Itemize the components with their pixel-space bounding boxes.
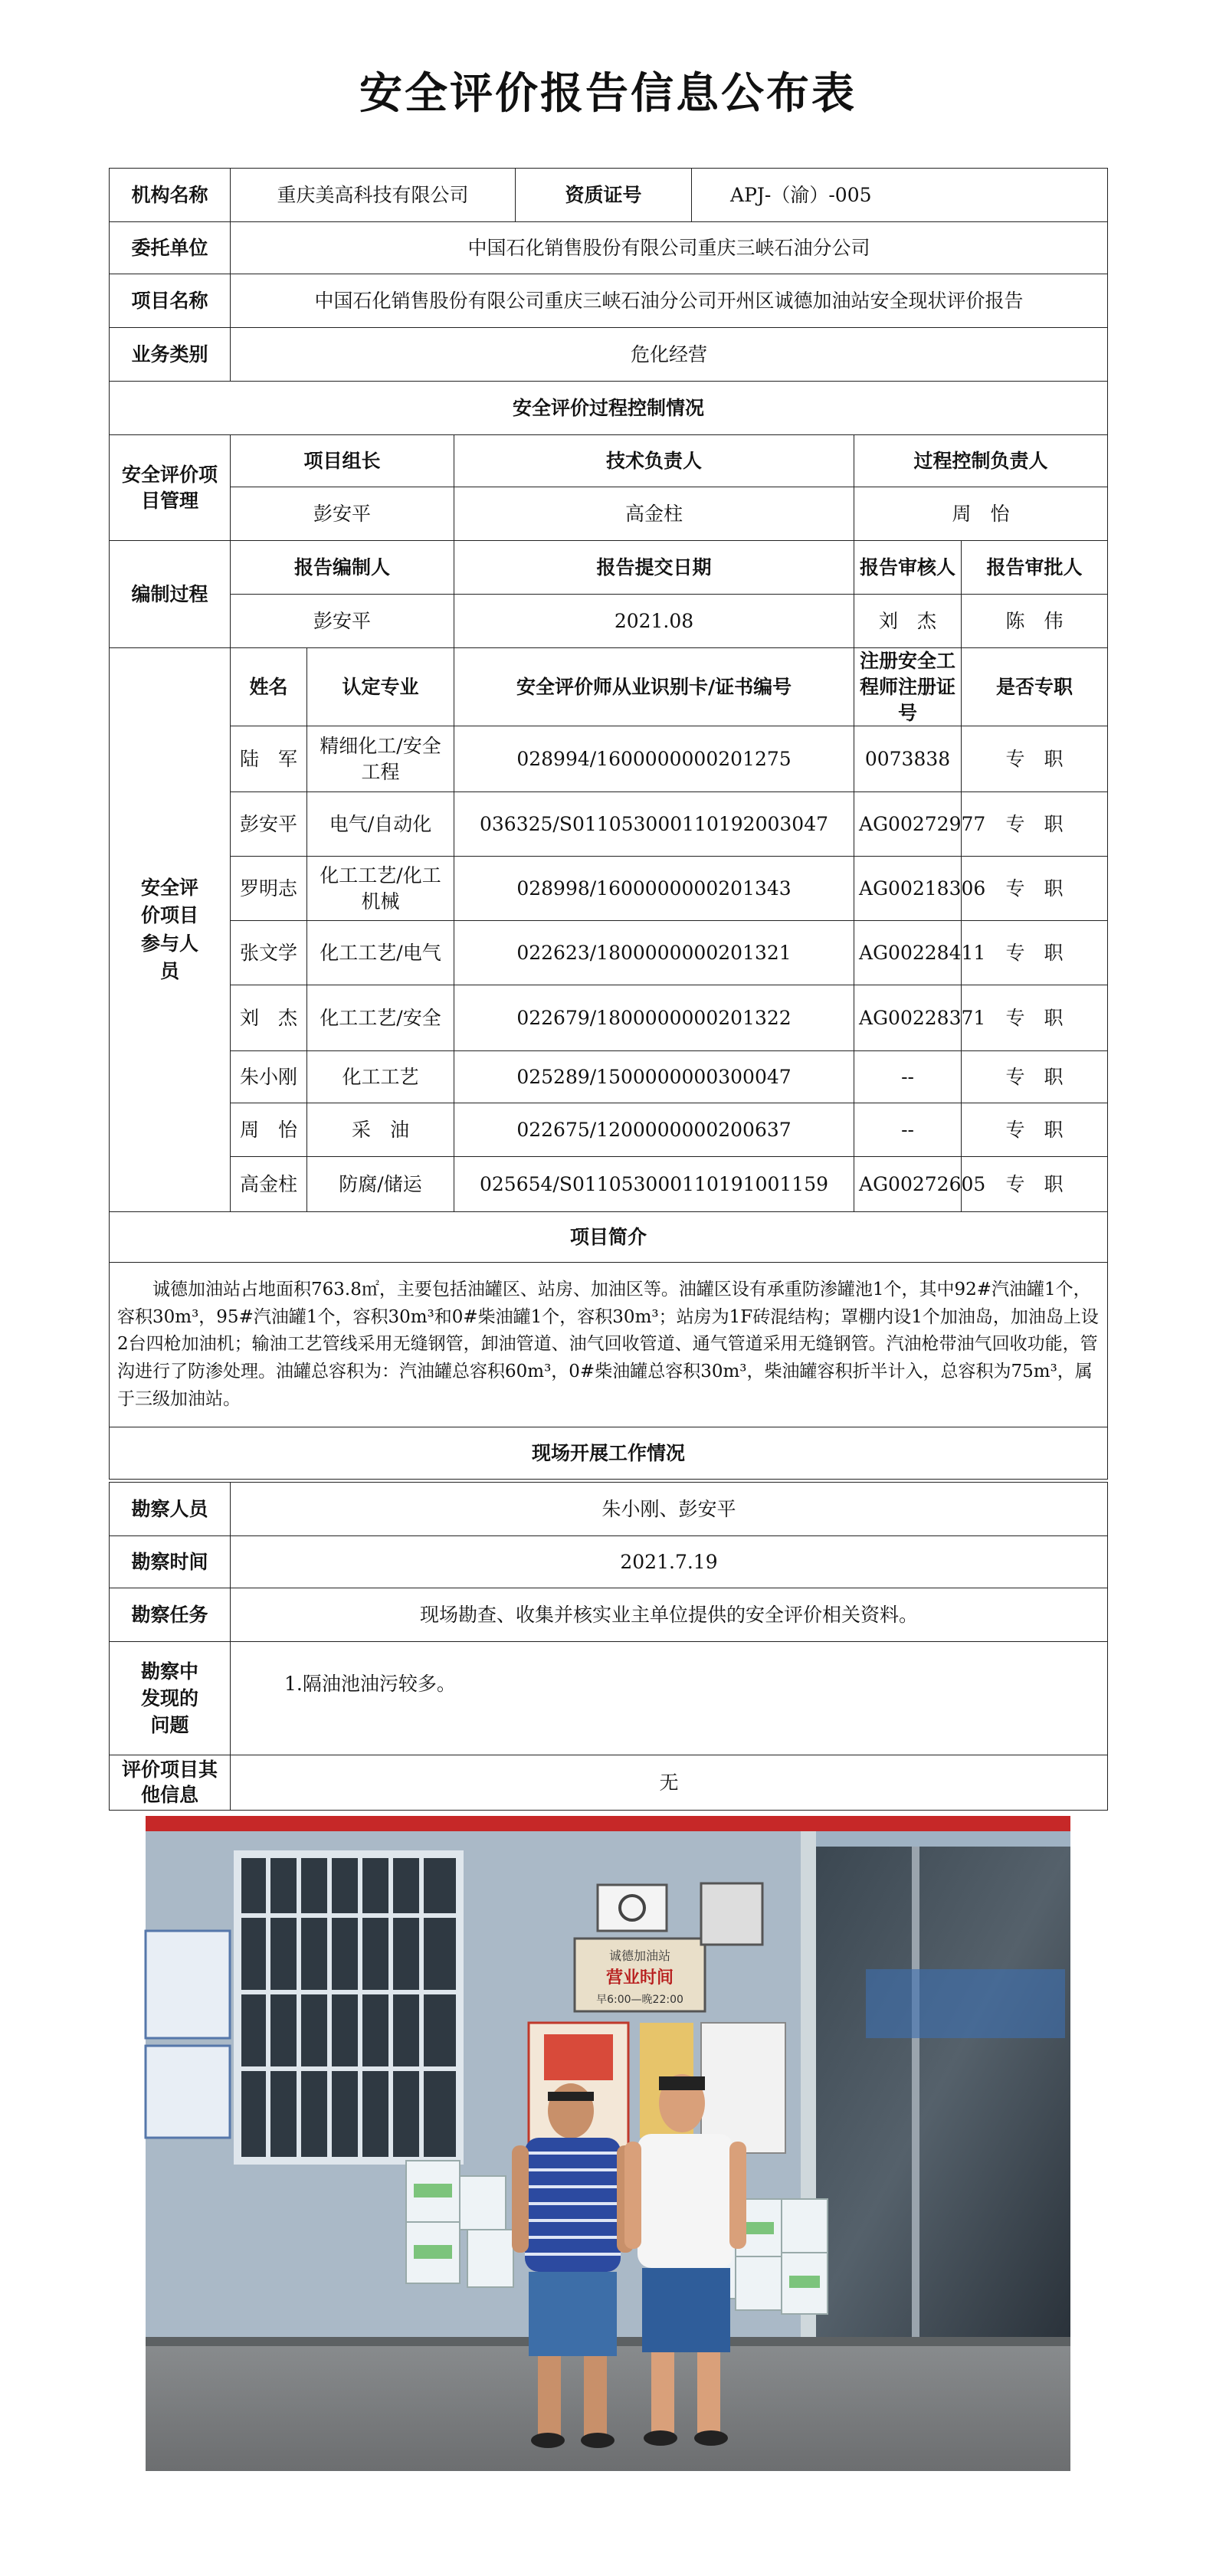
person-card: 036325/S011053000110192003047	[454, 792, 854, 857]
person-name: 刘 杰	[231, 985, 307, 1051]
reviewer-header: 报告审核人	[854, 541, 962, 595]
person-fulltime: 专 职	[962, 792, 1108, 857]
person-reg: AG00272977	[854, 792, 962, 857]
table-row	[110, 1103, 1108, 1157]
business-value: 危化经营	[231, 328, 1108, 382]
person-reg: AG00272605	[854, 1157, 962, 1212]
station-sign-hours-label: 营业时间	[605, 1968, 674, 1988]
person-name: 周 怡	[231, 1103, 307, 1157]
intro-paragraph: 诚德加油站占地面积763.8㎡，主要包括油罐区、站房、加油区等。油罐区设有承重防渗罐池1个，其中92#汽油罐1个，容积30m³，95#汽油罐1个，容积30m³和0#柴油罐1个，容积30m³；站房为1F砖混结构；罩棚内设1个加油岛，加油岛上设2台四枪加油机；输油工艺管线采用无缝钢管，卸油管道、油气回收管道、通气管道采用无缝钢管。汽油枪带油气回收功能，管沟进行了防渗处理。油罐总容积为：汽油罐总容积60m³，0#柴油罐总容积30m³，柴油罐容积折半计入，总容积为75m³，属于三级加油站。	[117, 1280, 1099, 1409]
person-fulltime: 专 职	[962, 726, 1108, 792]
person-fulltime: 专 职	[962, 857, 1108, 921]
person-major: 电气/自动化	[307, 792, 454, 857]
person-reg: --	[854, 1103, 962, 1157]
reviewer-value: 刘 杰	[854, 595, 962, 648]
person-major: 化工工艺/安全	[307, 985, 454, 1051]
management-label: 安全评价项目管理	[110, 435, 231, 541]
personnel-label: 安全评价项目参与人员	[110, 648, 231, 1212]
date-value: 2021.08	[454, 595, 854, 648]
person-name: 罗明志	[231, 857, 307, 921]
issues-value: 1.隔油池油污较多。	[231, 1642, 1108, 1755]
table-row	[110, 857, 1108, 921]
other-info-value: 无	[231, 1755, 1108, 1811]
table-row	[110, 726, 1108, 792]
survey-task-label: 勘察任务	[110, 1588, 231, 1642]
info-table	[109, 168, 1108, 1480]
personnel-fulltime-header: 是否专职	[962, 648, 1108, 726]
person-major: 精细化工/安全工程	[307, 726, 454, 792]
person-card: 022679/1800000000201322	[454, 985, 854, 1051]
table-row	[110, 792, 1108, 857]
person-name: 高金柱	[231, 1157, 307, 1212]
person-reg: AG00228371	[854, 985, 962, 1051]
org-label: 机构名称	[110, 169, 231, 222]
personnel-card-header: 安全评价师从业识别卡/证书编号	[454, 648, 854, 726]
person-major: 防腐/储运	[307, 1157, 454, 1212]
other-info-label: 评价项目其他信息	[110, 1755, 231, 1811]
process-section-title: 安全评价过程控制情况	[110, 382, 1108, 435]
survey-time-label: 勘察时间	[110, 1536, 231, 1588]
person-card: 028994/1600000000201275	[454, 726, 854, 792]
project-label: 项目名称	[110, 274, 231, 328]
site-title: 现场开展工作情况	[110, 1427, 1108, 1480]
person-fulltime: 专 职	[962, 1051, 1108, 1103]
person-card: 022675/1200000000200637	[454, 1103, 854, 1157]
person-fulltime: 专 职	[962, 985, 1108, 1051]
leader-header: 项目组长	[231, 435, 454, 487]
table-row	[110, 1157, 1108, 1212]
station-sign-title: 诚德加油站	[608, 1948, 671, 1963]
site-photo-illustration	[146, 1816, 1070, 2471]
personnel-reg-header: 注册安全工程师注册证号	[854, 648, 962, 726]
person-reg: AG00218306	[854, 857, 962, 921]
table-row	[110, 985, 1108, 1051]
person-fulltime: 专 职	[962, 921, 1108, 985]
person-fulltime: 专 职	[962, 1157, 1108, 1212]
person-name: 彭安平	[231, 792, 307, 857]
business-label: 业务类别	[110, 328, 231, 382]
station-sign-hours: 早6:00—晚22:00	[596, 1994, 683, 2006]
survey-task-value: 现场勘查、收集并核实业主单位提供的安全评价相关资料。	[231, 1588, 1108, 1642]
person-card: 025654/S011053000110191001159	[454, 1157, 854, 1212]
project-value: 中国石化销售股份有限公司重庆三峡石油分公司开州区诚德加油站安全现状评价报告	[231, 274, 1108, 328]
person-reg: --	[854, 1051, 962, 1103]
personnel-major-header: 认定专业	[307, 648, 454, 726]
issues-label: 勘察中发现的问题	[110, 1642, 231, 1755]
client-value: 中国石化销售股份有限公司重庆三峡石油分公司	[231, 222, 1108, 274]
site-photo	[146, 1816, 1070, 2471]
table-row	[110, 921, 1108, 985]
date-header: 报告提交日期	[454, 541, 854, 595]
tech-value: 高金柱	[454, 487, 854, 541]
tech-header: 技术负责人	[454, 435, 854, 487]
table-row	[110, 1051, 1108, 1103]
person-fulltime: 专 职	[962, 1103, 1108, 1157]
surveyors-value: 朱小刚、彭安平	[231, 1483, 1108, 1536]
person-major: 采 油	[307, 1103, 454, 1157]
org-value: 重庆美高科技有限公司	[231, 169, 516, 222]
person-card: 025289/1500000000300047	[454, 1051, 854, 1103]
page-title: 安全评价报告信息公布表	[359, 69, 857, 119]
person-major: 化工工艺/电气	[307, 921, 454, 985]
control-value: 周 怡	[854, 487, 1108, 541]
control-header: 过程控制负责人	[854, 435, 1108, 487]
person-name: 朱小刚	[231, 1051, 307, 1103]
cert-value: APJ-（渝）-005	[692, 169, 1108, 222]
client-label: 委托单位	[110, 222, 231, 274]
person-reg: 0073838	[854, 726, 962, 792]
compiler-value: 彭安平	[231, 595, 454, 648]
person-major: 化工工艺/化工机械	[307, 857, 454, 921]
person-name: 张文学	[231, 921, 307, 985]
person-reg: AG00228411	[854, 921, 962, 985]
compiler-header: 报告编制人	[231, 541, 454, 595]
intro-title: 项目简介	[110, 1212, 1108, 1263]
leader-value: 彭安平	[231, 487, 454, 541]
approver-value: 陈 伟	[962, 595, 1108, 648]
surveyors-label: 勘察人员	[110, 1483, 231, 1536]
cert-label: 资质证号	[516, 169, 692, 222]
personnel-name-header: 姓名	[231, 648, 307, 726]
person-card: 022623/1800000000201321	[454, 921, 854, 985]
survey-time-value: 2021.7.19	[231, 1536, 1108, 1588]
person-name: 陆 军	[231, 726, 307, 792]
site-table	[109, 1482, 1108, 1811]
person-card: 028998/1600000000201343	[454, 857, 854, 921]
person-major: 化工工艺	[307, 1051, 454, 1103]
compile-label: 编制过程	[110, 541, 231, 648]
intro-text	[110, 1263, 1108, 1427]
approver-header: 报告审批人	[962, 541, 1108, 595]
